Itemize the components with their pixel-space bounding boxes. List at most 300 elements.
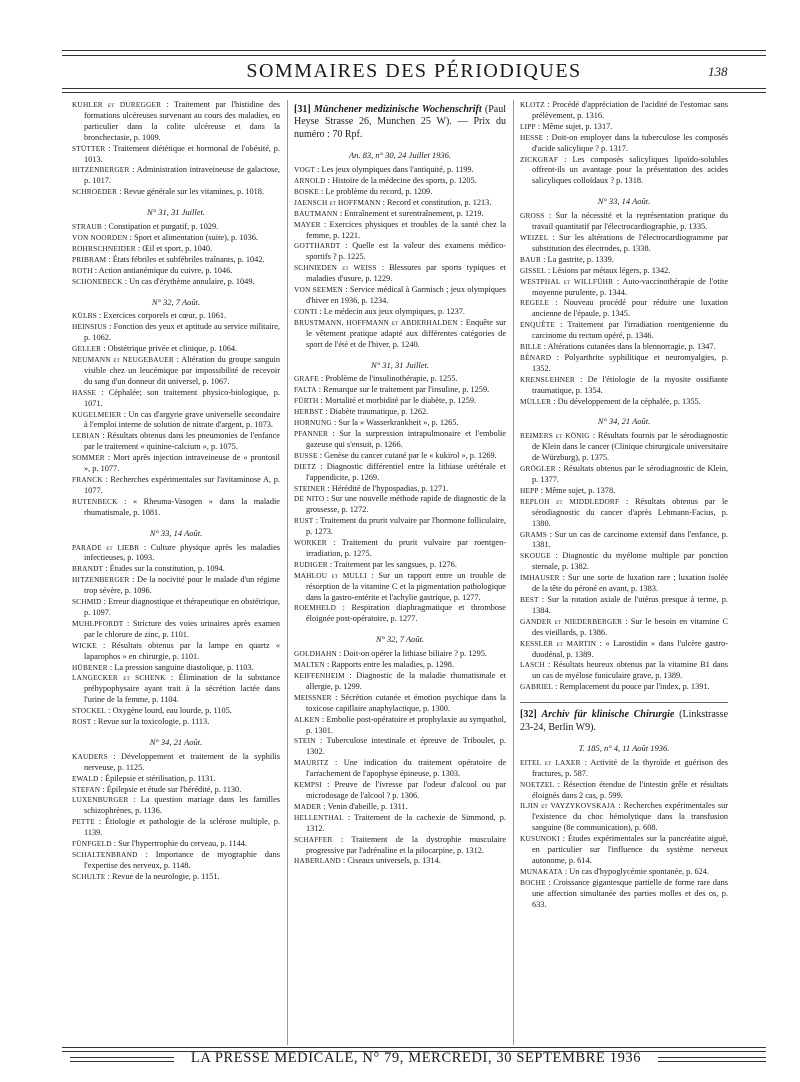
issue-heading: N° 34, 21 Août. bbox=[597, 416, 651, 427]
article-entry bbox=[294, 758, 506, 780]
article-title: : La gastrite, p. 1339. bbox=[541, 254, 614, 264]
article-title: : Études expérimentales sur la pancréatite aiguë, en particulier sur l'influence du système nerveux autonome, p. 614. bbox=[532, 834, 728, 865]
article-entry bbox=[294, 429, 506, 451]
article-entry bbox=[72, 322, 280, 344]
article-author: DIETZ bbox=[294, 461, 317, 471]
article-entry bbox=[294, 396, 506, 407]
article-title: : Hérédité de l'hypospadias, p. 1271. bbox=[325, 483, 449, 493]
article-entry bbox=[520, 342, 728, 353]
article-title: : Un cas d'hypoglycémie spontanée, p. 624. bbox=[562, 866, 709, 876]
article-author: HERBST bbox=[294, 407, 324, 417]
article-title: : Sur la nécessité et la représentation pratique du travail quantitatif par l'électrocardiographie, p. 1335. bbox=[532, 211, 728, 232]
article-title: : Épilepsie et stérilisation, p. 1131. bbox=[98, 773, 216, 783]
article-author: STRAUB bbox=[72, 222, 102, 232]
article-title: : Recherches expérimentales sur l'existence du choc hémolytique dans la transfusion sanguine (8e communication), p. 608. bbox=[532, 801, 728, 833]
article-title: : Fonction des yeux et aptitude au service militaire, p. 1062. bbox=[84, 322, 280, 343]
article-entry bbox=[72, 277, 280, 288]
article-author: ROEMHELD bbox=[294, 603, 337, 613]
article-entry bbox=[72, 431, 280, 453]
article-title: : Le problème du record, p. 1209. bbox=[318, 186, 433, 196]
article-entry bbox=[72, 872, 280, 883]
article-entry bbox=[72, 165, 280, 187]
article-entry bbox=[72, 673, 280, 706]
article-author: MALTEN bbox=[294, 660, 325, 670]
article-author: LASCH bbox=[520, 660, 545, 670]
article-entry bbox=[72, 187, 280, 198]
article-author: LIPP bbox=[520, 121, 536, 131]
article-author: BEST bbox=[520, 594, 539, 604]
article-entry bbox=[72, 564, 280, 575]
article-title: : Traitement par l'histidine des formations ulcéreuses survenant au cours des maladies, en particulier dans la colite ulcéreuse et dans la bronchectasie, p. 1009. bbox=[84, 100, 280, 142]
article-title: : Altération du groupe sanguin visible chez un leucémique par impossibilité de recevoir du sang d'un donneur dit universel, p. 1067. bbox=[84, 355, 280, 386]
article-author: PETTE bbox=[72, 817, 95, 827]
article-title: : Mortalité et morbidité par le diabète, p. 1259. bbox=[318, 396, 477, 406]
article-entry bbox=[520, 834, 728, 867]
article-author: EWALD bbox=[72, 773, 99, 783]
article-author: BILLE bbox=[520, 342, 542, 352]
article-author: WEIZEL bbox=[520, 232, 549, 242]
article-title: : Résultats obtenus par le sérodiagnostic de Klein, p. 1377. bbox=[532, 464, 728, 484]
journal-title: Archiv für klinische Chirurgie bbox=[541, 709, 675, 721]
article-title: : Polyarthrite syphilitique et neuromyalgies, p. 1352. bbox=[532, 352, 728, 373]
article-entry bbox=[72, 388, 280, 410]
article-title: : Histoire de la médecine des sports, p. 1205. bbox=[325, 176, 477, 186]
article-entry bbox=[520, 486, 728, 497]
article-entry bbox=[294, 736, 506, 758]
article-author: GANDER et NIEDERBERGER bbox=[520, 616, 623, 626]
article-entry bbox=[294, 516, 506, 538]
article-author: BOSKE bbox=[294, 186, 319, 196]
article-entry bbox=[520, 133, 728, 155]
article-author: VOGT bbox=[294, 165, 316, 175]
article-entry bbox=[294, 560, 506, 571]
article-entry bbox=[520, 867, 728, 878]
article-author: KUSUNOKI bbox=[520, 834, 560, 844]
article-author: HITZENBERGER bbox=[72, 165, 130, 175]
article-author: RUST bbox=[294, 516, 314, 526]
article-title: : Céphalée; son traitement physico-biologique, p. 1071. bbox=[84, 387, 280, 408]
article-entry bbox=[294, 538, 506, 560]
article-entry bbox=[72, 850, 280, 872]
article-author: HITZENBERGER bbox=[72, 575, 130, 585]
article-title: : Sur une sorte de luxation rare ; luxation isolée de la tête du péroné en avant, p. 1383. bbox=[532, 573, 728, 594]
article-entry bbox=[294, 856, 506, 867]
article-author: SCHULTE bbox=[72, 871, 106, 881]
article-entry bbox=[294, 660, 506, 671]
article-author: FRANCK bbox=[72, 475, 103, 484]
article-entry bbox=[72, 575, 280, 597]
article-title: : Traitement du prurit vulvaire par roentgen-irradiation, p. 1275. bbox=[306, 538, 506, 558]
article-title: : Œil et sport, p. 1040. bbox=[135, 243, 213, 253]
article-entry bbox=[294, 285, 506, 307]
article-author: CONTI bbox=[294, 306, 318, 316]
article-entry bbox=[520, 497, 728, 530]
article-author: HASSE bbox=[72, 387, 97, 397]
article-title: : Sport et alimentation (suite), p. 1036. bbox=[127, 232, 258, 242]
journal-number: [32] bbox=[520, 709, 537, 721]
article-title: : Diagnostic différentiel entre la lithiase urétérale et l'appendicite, p. 1269. bbox=[306, 461, 506, 482]
article-title: : Blessures par sports typiques et maladies d'usure, p. 1229. bbox=[306, 263, 506, 284]
footer-rule bbox=[62, 1047, 766, 1048]
article-author: MUHLPFORDT bbox=[72, 618, 124, 628]
article-author: HEPP bbox=[520, 485, 539, 495]
journal-number: [31] bbox=[294, 104, 311, 115]
article-author: GOLDHAHN bbox=[294, 649, 337, 659]
article-title: : Croissance gigantesque partielle de forme rare dans une affection simultanée des parties molles et des os, p. 633. bbox=[532, 877, 728, 909]
article-author: PARADE et LIEBR bbox=[72, 542, 140, 552]
column-left bbox=[72, 100, 280, 883]
article-author: MAURITZ bbox=[294, 758, 329, 768]
header-rule-bottom-double bbox=[62, 92, 766, 93]
article-title: : Obstétrique privée et clinique, p. 1064. bbox=[101, 344, 238, 354]
article-title: : Élimination de la substance préhypophysaire ayant trait à la sécrétion lactée dans l'urine de la femme, p. 1104. bbox=[84, 673, 280, 705]
article-author: HEINSIUS bbox=[72, 322, 107, 332]
article-title: : Exercices physiques et troubles de la santé chez la femme, p. 1221. bbox=[306, 219, 506, 240]
header-rule-top bbox=[62, 50, 766, 51]
article-title: : Service médical à Garmisch ; jeux olympiques d'hiver en 1936, p. 1234. bbox=[306, 285, 506, 305]
article-author: PFANNER bbox=[294, 428, 329, 438]
article-title: : Doit-on employer dans la tuberculose les composés d'acide salicylique ? p. 1317. bbox=[532, 132, 728, 153]
article-entry bbox=[72, 795, 280, 817]
article-title: : Résultats obtenus dans les pneumonies de l'enfance par le traitement « quinine-calcium », p. 1075. bbox=[84, 431, 280, 452]
article-title: : Tuberculose intestinale et épreuve de Triboulet, p. 1302. bbox=[306, 736, 506, 757]
article-author: NEUMANN et NEUGEBAUER bbox=[72, 355, 174, 365]
issue-heading: T. 185, n° 4, 11 Août 1936. bbox=[578, 742, 670, 753]
article-author: KAUDERS bbox=[72, 751, 108, 761]
article-entry bbox=[72, 543, 280, 565]
article-entry bbox=[520, 573, 728, 595]
article-author: HORNUNG bbox=[294, 418, 332, 428]
article-entry bbox=[294, 307, 506, 318]
article-title: : Enquête sur le vêtement pratique adapté aux différentes catégories de sport de l'été et de l'hiver, p. 1240. bbox=[306, 317, 506, 349]
article-author: KESSLER et MARTIN bbox=[520, 638, 597, 648]
article-author: ENQUÊTE bbox=[520, 320, 556, 330]
article-title: : Sur les altérations de l'électrocardiogramme par substitution des électrodes, p. 1338. bbox=[532, 232, 728, 253]
article-author: SCHMID bbox=[72, 597, 102, 607]
issue-heading: N° 34, 21 Août. bbox=[149, 736, 203, 747]
article-author: WESTPHAL et WILLFÜHR bbox=[520, 276, 614, 286]
article-author: STEFAN bbox=[72, 784, 101, 794]
journal-details: (Linkstrasse 23-24, Berlin W9). bbox=[520, 709, 729, 733]
article-entry bbox=[72, 497, 280, 519]
article-title: : Sur un cas de carcinome extensif dans l'enfance, p. 1381. bbox=[532, 529, 728, 550]
article-entry bbox=[520, 878, 728, 911]
article-author: MAHLOU et MULLI bbox=[294, 570, 367, 580]
article-entry bbox=[72, 255, 280, 266]
article-entry bbox=[294, 198, 506, 209]
article-entry bbox=[294, 165, 506, 176]
article-title: : Traitement par l'irradiation roentgenienne du carcinome du rectum opéré, p. 1346. bbox=[532, 320, 728, 341]
article-entry bbox=[520, 375, 728, 397]
article-title: : Études sur la constitution, p. 1094. bbox=[103, 564, 225, 574]
article-author: ALKEN bbox=[294, 714, 320, 724]
article-entry bbox=[520, 320, 728, 342]
header-rule-top-double bbox=[62, 55, 766, 56]
article-entry bbox=[72, 453, 280, 475]
article-title: : Entraînement et surentraînement, p. 1219. bbox=[337, 208, 484, 218]
article-entry bbox=[520, 530, 728, 552]
article-author: HELLENTHAL bbox=[294, 812, 344, 822]
article-entry bbox=[520, 551, 728, 573]
article-author: JAENSCH et HOFFMANN bbox=[294, 197, 381, 207]
article-author: STOCKEL bbox=[72, 706, 107, 716]
article-title: : Doit-on opérer la lithiase biliaire ? p. 1295. bbox=[336, 649, 487, 659]
article-entry bbox=[72, 774, 280, 785]
article-entry bbox=[294, 209, 506, 220]
article-title: : Preuve de l'ivresse par l'odeur d'alcool ou par microdosage de l'alcool ? p. 1306. bbox=[306, 780, 506, 800]
issue-heading: N° 33, 14 Août. bbox=[597, 196, 651, 207]
article-author: LEBIAN bbox=[72, 431, 100, 441]
article-author: REIMERS et KÖNIG bbox=[520, 431, 590, 441]
article-author: GOTTHARDT bbox=[294, 241, 341, 251]
article-author: HESSE bbox=[520, 132, 544, 142]
article-entry bbox=[520, 617, 728, 639]
article-title: : Résultats obtenus par la lampe en quartz « laparophos » en chirurgie, p. 1101. bbox=[84, 640, 280, 661]
article-entry bbox=[294, 241, 506, 263]
article-entry bbox=[72, 100, 280, 144]
article-title: : Action antianémique du cuivre, p. 1046. bbox=[92, 265, 233, 275]
article-author: SCHNIEDEN et WEISS bbox=[294, 263, 377, 273]
article-entry bbox=[72, 706, 280, 717]
article-title: : Embolie post-opératoire et prophylaxie au sympathol, p. 1301. bbox=[306, 714, 506, 735]
article-entry bbox=[72, 839, 280, 850]
article-entry bbox=[294, 318, 506, 351]
article-title: : Sur une nouvelle méthode rapide de diagnostic de la grossesse, p. 1272. bbox=[306, 494, 506, 515]
article-author: MADER bbox=[294, 801, 322, 811]
article-title: : Recherches expérimentales sur l'avitaminose A, p. 1077. bbox=[84, 475, 280, 495]
article-title: : Une indication du traitement opératoire de l'arrachement de l'apophyse épineuse, p. 1303. bbox=[306, 758, 506, 779]
journal-heading bbox=[294, 104, 506, 141]
article-title: : Altérations cutanées dans la blennorragie, p. 1347. bbox=[541, 342, 716, 352]
journal-heading bbox=[520, 709, 728, 734]
article-entry bbox=[72, 233, 280, 244]
article-author: BUSSE bbox=[294, 450, 318, 460]
article-entry bbox=[294, 813, 506, 835]
article-author: SCHAFFER bbox=[294, 834, 333, 844]
article-entry bbox=[520, 464, 728, 486]
article-entry bbox=[520, 780, 728, 802]
article-author: MUNAKATA bbox=[520, 866, 563, 876]
article-title: : Rapports entre les maladies, p. 1298. bbox=[324, 660, 454, 670]
article-title: : Un cas d'argyrie grave universelle secondaire à l'emploi interne de solution de nitrate d'argent, p. 1073. bbox=[84, 409, 280, 430]
article-title: : Revue générale sur les vitamines, p. 1018. bbox=[117, 187, 264, 197]
article-title: : Constipation et purgatif, p. 1029. bbox=[102, 222, 219, 232]
article-title: : Du développement de la céphalée, p. 1355. bbox=[551, 396, 701, 406]
article-author: VON SEEMEN bbox=[294, 285, 344, 295]
article-author: HABERLAND bbox=[294, 856, 341, 866]
article-entry bbox=[294, 176, 506, 187]
article-entry bbox=[294, 780, 506, 802]
article-title: : La question mariage dans les familles schizophrènes, p. 1136. bbox=[84, 795, 280, 816]
article-title: : Sur un rapport entre un trouble de résorption de la vitamine C et la pigmentation pathologique dans la gastro-entérite et l'achylie gastrique, p. 1277. bbox=[306, 570, 506, 602]
article-title: : Sécrétion cutanée et émotion psychique dans la toxicose capillaire anaphylactique, p. 1300. bbox=[306, 692, 506, 713]
article-author: BRUSTMANN, HOFFMANN et ABDERHALDEN bbox=[294, 317, 458, 327]
article-author: FÜRTH bbox=[294, 396, 319, 406]
article-author: FÜNFGELD bbox=[72, 839, 112, 849]
article-author: SKOUGE bbox=[520, 551, 551, 561]
issue-heading: N° 32, 7 Août. bbox=[375, 634, 425, 645]
article-entry bbox=[294, 187, 506, 198]
article-entry bbox=[520, 353, 728, 375]
article-title: : « Larostidin » dans l'ulcère gastro-duodénal, p. 1389. bbox=[532, 638, 728, 659]
article-title: : Même sujet, p. 1317. bbox=[535, 121, 613, 131]
article-title: : Sur la rotation axiale de l'utérus presque à terme, p. 1384. bbox=[532, 594, 728, 615]
article-entry bbox=[72, 344, 280, 355]
article-entry bbox=[294, 571, 506, 604]
article-entry bbox=[520, 682, 728, 693]
article-title: : Remplacement du pouce par l'index, p. 1391. bbox=[553, 682, 710, 692]
article-entry bbox=[294, 418, 506, 429]
journal-details: (Paul Heyse Strasse 26, Munchen 25 W). — Prix du numéro : 70 Rpf. bbox=[294, 104, 507, 140]
article-author: REPLOH et MIDDLEDORF bbox=[520, 496, 620, 506]
page-title: SOMMAIRES DES PÉRIODIQUES bbox=[246, 60, 582, 82]
article-title: : Étiologie et pathologie de la sclérose multiple, p. 1139. bbox=[84, 817, 280, 838]
article-title: : Traitement du prurit vulvaire par l'hormone folliculaire, p. 1273. bbox=[306, 516, 506, 537]
article-title: : Erreur diagnostique et thérapeutique en obstétrique, p. 1097. bbox=[84, 597, 280, 617]
article-entry bbox=[72, 817, 280, 839]
article-author: LANGECKER et SCHENK bbox=[72, 673, 166, 683]
article-entry bbox=[294, 802, 506, 813]
article-entry bbox=[520, 155, 728, 188]
article-author: BOCHE bbox=[520, 877, 546, 887]
issue-heading: N° 32, 7 Août. bbox=[151, 296, 201, 307]
issue-heading: N° 31, 31 Juillet. bbox=[147, 207, 205, 218]
article-title: : Les composés salicyliques lipoïdo-solubles offrent-ils un avantage pour la présentation des acides salicyliques colloïdaux ? p. 1318. bbox=[532, 154, 728, 186]
article-title: : Diabète traumatique, p. 1262. bbox=[323, 407, 429, 417]
article-author: GRÖGLER bbox=[520, 464, 556, 474]
article-author: DE NITO bbox=[294, 494, 325, 504]
issue-heading: An. 83, n° 30, 24 Juillet 1936. bbox=[348, 150, 452, 161]
article-entry bbox=[294, 603, 506, 625]
article-author: NOETZEL bbox=[520, 779, 555, 789]
column-middle bbox=[294, 100, 506, 867]
article-author: BÉNARD bbox=[520, 352, 552, 362]
article-title: : De l'étiologie de la myosite ossifiante traumatique, p. 1354. bbox=[532, 374, 728, 395]
article-author: BAUR bbox=[520, 254, 542, 264]
article-author: ROHRSCHNEIDER bbox=[72, 243, 136, 253]
article-author: SCHALTENBRAND bbox=[72, 850, 138, 859]
article-title: : Traitement par les sangsues, p. 1276. bbox=[327, 559, 457, 569]
article-title: : Résultats fournis par le sérodiagnostic de Klein dans le cancer (Clinique chirurgicale universitaire de Würzburg), p. 1375. bbox=[532, 431, 729, 463]
article-title: : La pression sanguine diastolique, p. 1103. bbox=[107, 662, 254, 672]
article-author: PRIBRAM bbox=[72, 254, 107, 264]
article-author: RUDIGER bbox=[294, 559, 328, 569]
article-title: : Mort après injection intraveineuse de « prontosil », p. 1077. bbox=[84, 453, 280, 474]
article-title: : Auto-vaccinothérapie de l'otite moyenne purulente, p. 1344. bbox=[532, 276, 728, 297]
article-author: STÜTTER bbox=[72, 143, 106, 153]
article-entry bbox=[520, 122, 728, 133]
article-title: : Résultats obtenus par le sérodiagnostic du cancer d'après Lehmann-Facius, p. 1380. bbox=[532, 496, 728, 528]
article-entry bbox=[72, 266, 280, 277]
article-entry bbox=[72, 475, 280, 497]
article-entry bbox=[520, 639, 728, 661]
article-author: WORKER bbox=[294, 538, 327, 548]
footer-ornament-right-double bbox=[658, 1061, 766, 1062]
article-title: : Activité de la thyroïde et guérison des fractures, p. 587. bbox=[532, 757, 728, 778]
article-title: : Les jeux olympiques dans l'antiquité, p. 1199. bbox=[315, 165, 474, 175]
article-title: : Sur l'hypertrophie du cerveau, p. 1144. bbox=[111, 839, 248, 849]
article-entry bbox=[520, 801, 728, 834]
article-author: GRAFE bbox=[294, 374, 319, 384]
article-title: : Diagnostic de la maladie rhumatismale et allergie, p. 1299. bbox=[306, 671, 506, 691]
article-author: GELLER bbox=[72, 344, 102, 354]
article-author: ZICKGRAF bbox=[520, 154, 559, 164]
issue-heading: N° 33, 14 Août. bbox=[149, 527, 203, 538]
article-entry bbox=[72, 244, 280, 255]
article-title: : Sur la « Wasserkrankheit », p. 1265. bbox=[331, 418, 459, 428]
article-entry bbox=[520, 660, 728, 682]
section-divider bbox=[520, 702, 728, 703]
article-author: KLOTZ bbox=[520, 100, 545, 109]
article-title: : Résultats heureux obtenus par la vitamine B1 dans un cas de myélose funiculaire grave, p. 1389. bbox=[532, 660, 728, 681]
article-title: : Lésions par métaux légers, p. 1342. bbox=[545, 265, 671, 275]
article-entry bbox=[72, 663, 280, 674]
article-author: GROSS bbox=[520, 211, 545, 221]
article-title: : Oxygène lourd, eau lourde, p. 1105. bbox=[106, 706, 232, 716]
article-entry bbox=[294, 649, 506, 660]
article-title: : États fébriles et subfébriles traînants, p. 1042. bbox=[106, 254, 265, 264]
article-title: : Problème de l'insulinothérapie, p. 1255. bbox=[318, 374, 458, 384]
article-author: GABRIEL bbox=[520, 682, 554, 692]
article-entry bbox=[72, 410, 280, 432]
article-title: : Importance de myographie dans l'expertise des nerveux, p. 1148. bbox=[84, 850, 280, 870]
article-author: REGELE bbox=[520, 298, 550, 308]
article-title: : Sur le besoin en vitamine C des vieillards, p. 1386. bbox=[532, 616, 728, 637]
footer-ornament-right bbox=[658, 1057, 766, 1058]
article-title: : Procédé d'appréciation de l'acidité de l'estomac sans prélèvement, p. 1316. bbox=[532, 100, 728, 120]
article-entry bbox=[294, 835, 506, 857]
article-author: KEMPSI bbox=[294, 780, 322, 790]
article-author: MEISSNER bbox=[294, 692, 332, 702]
article-entry bbox=[72, 355, 280, 388]
article-title: : Respiration diaphragmatique et thrombose éloignée post-opératoire, p. 1277. bbox=[306, 603, 506, 624]
article-entry bbox=[520, 431, 728, 464]
article-entry bbox=[72, 619, 280, 641]
article-author: GRAMS bbox=[520, 529, 547, 539]
article-title: : Traitement de la cachexie de Simmond, p. 1312. bbox=[306, 812, 506, 833]
article-entry bbox=[72, 717, 280, 728]
article-entry bbox=[294, 374, 506, 385]
article-author: MÜLLER bbox=[520, 396, 552, 406]
article-entry bbox=[294, 220, 506, 242]
article-author: SCHROEDER bbox=[72, 187, 118, 197]
article-entry bbox=[72, 785, 280, 796]
article-title: : Revue de la neurologie, p. 1151. bbox=[105, 871, 220, 881]
footer-ornament-left-double bbox=[70, 1061, 174, 1062]
article-author: STEINER bbox=[294, 483, 326, 493]
article-author: ARNOLD bbox=[294, 176, 326, 186]
column-divider-right bbox=[513, 100, 514, 1045]
issue-heading: N° 31, 31 Juillet. bbox=[371, 359, 429, 370]
article-title: : Nouveau procédé pour réduire une luxation ancienne de l'épaule, p. 1345. bbox=[532, 298, 728, 319]
article-author: LUXENBURGER bbox=[72, 795, 129, 805]
article-title: : Même sujet, p. 1378. bbox=[538, 485, 616, 495]
article-author: EITEL et LAXER bbox=[520, 757, 581, 767]
article-title: : Stricture des voies urinaires après examen par le chlorure de zinc, p. 1101. bbox=[84, 618, 280, 639]
article-author: KRENSLEHNER bbox=[520, 374, 575, 384]
article-author: MAYER bbox=[294, 219, 321, 229]
article-author: IMHAUSER bbox=[520, 573, 560, 583]
article-title: : Épilepsie et étude sur l'hérédité, p. 1130. bbox=[100, 784, 242, 794]
footer-ornament-left bbox=[70, 1057, 174, 1058]
article-entry bbox=[294, 451, 506, 462]
article-title: : De la nocivité pour le malade d'un régime trop sévère, p. 1096. bbox=[84, 575, 280, 596]
article-author: KUHLER et DUREGGER bbox=[72, 100, 162, 109]
article-title: : Venin d'abeille, p. 1311. bbox=[321, 801, 408, 811]
article-title: : « Rheuma-Vasogen » dans la maladie rhumatismale, p. 1081. bbox=[84, 496, 280, 517]
article-entry bbox=[294, 671, 506, 693]
header-rule-bottom bbox=[62, 88, 766, 89]
